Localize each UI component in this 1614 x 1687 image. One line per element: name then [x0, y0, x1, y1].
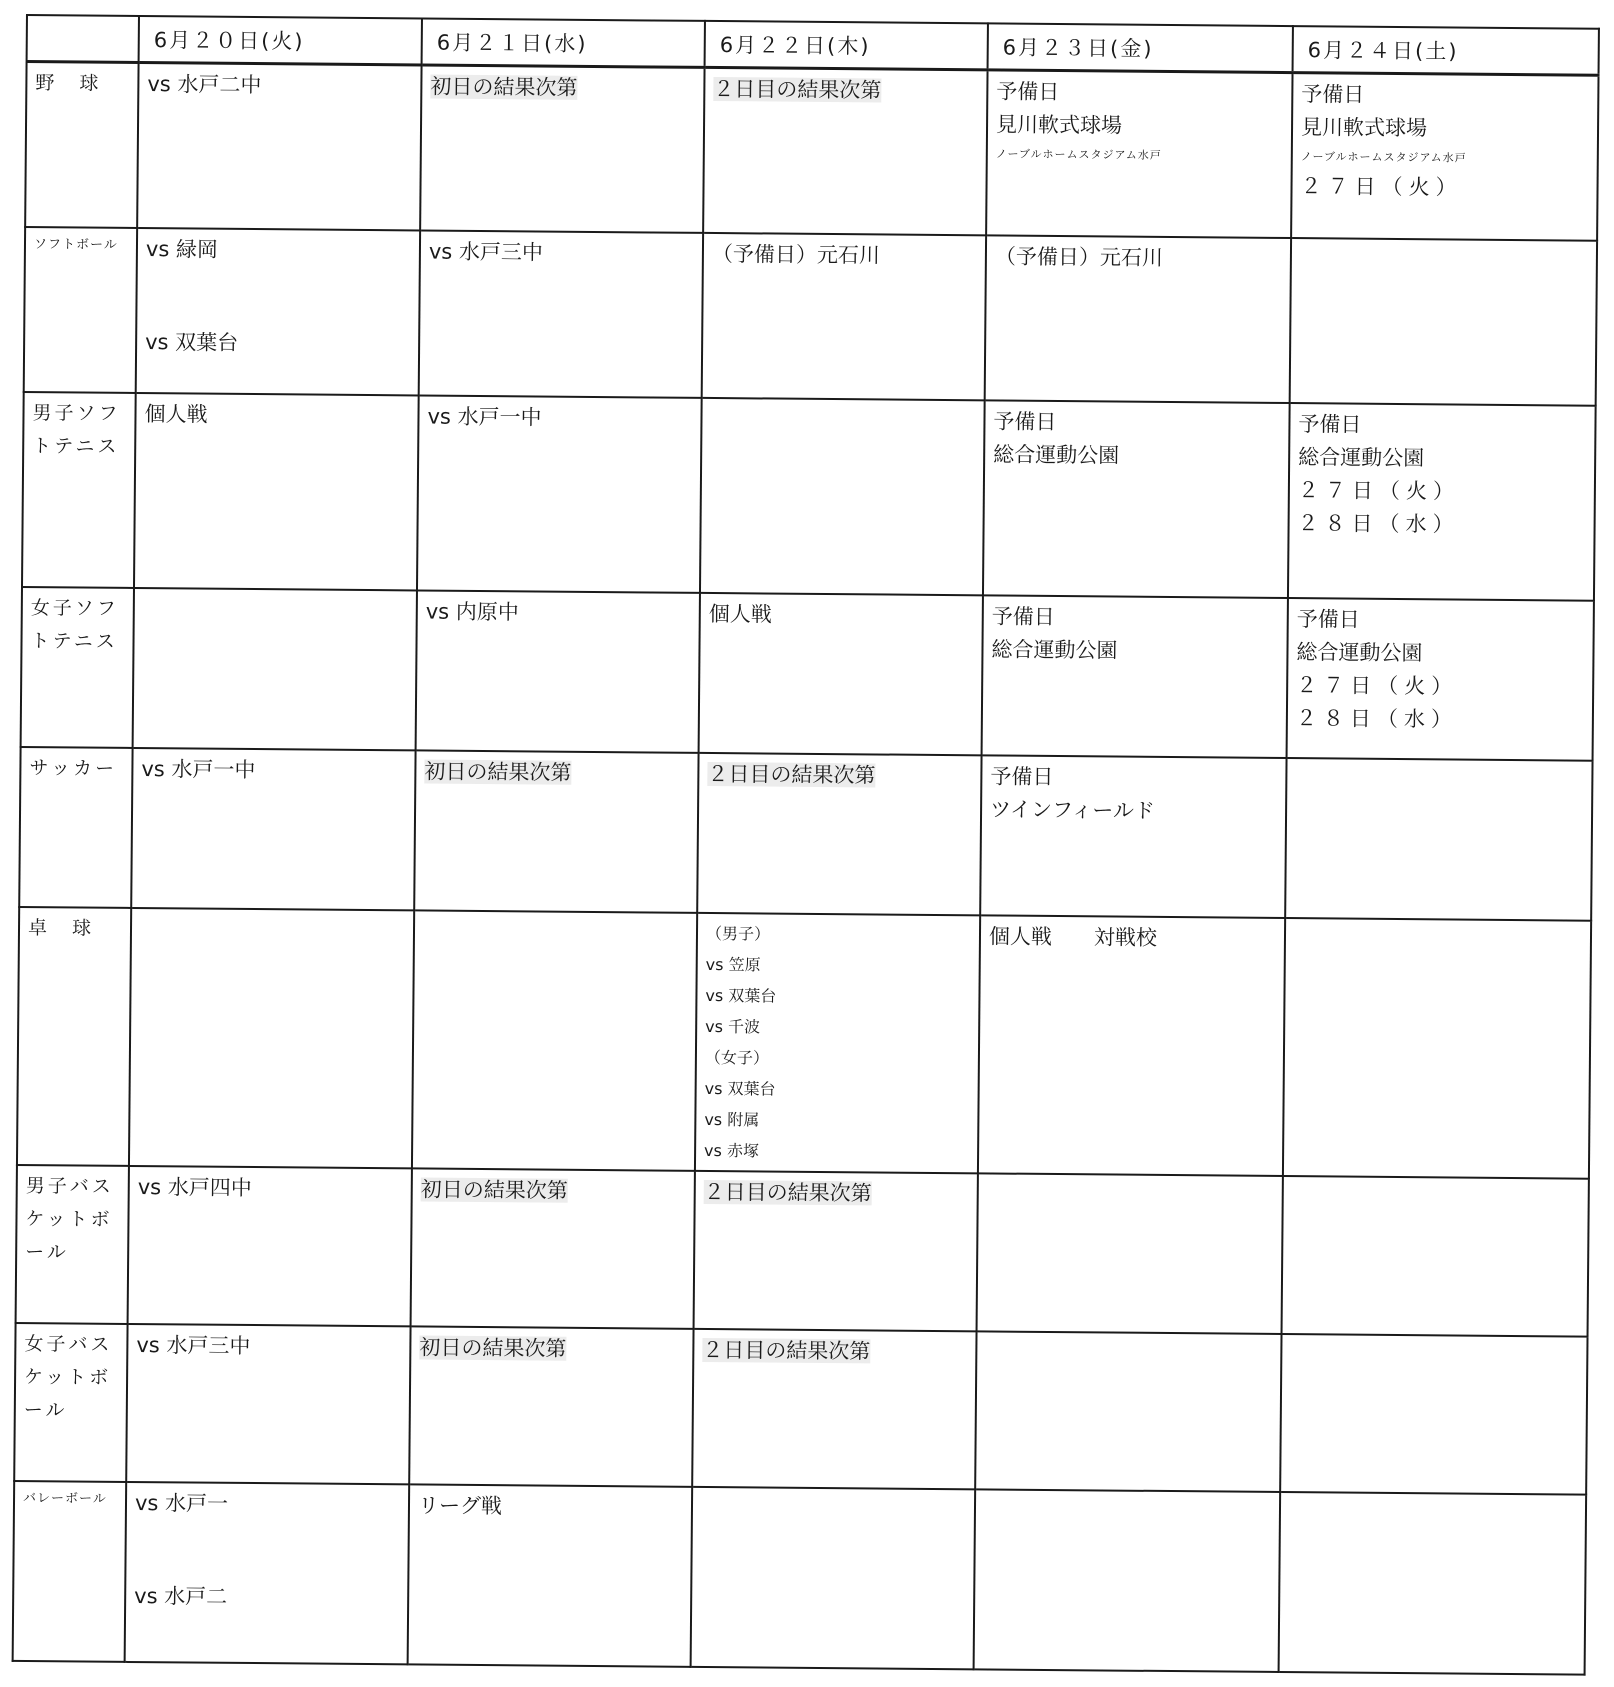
cell-line — [1297, 603, 1585, 639]
schedule-cell — [1279, 1492, 1587, 1675]
schedule-cell — [1283, 918, 1591, 1179]
cell-text: ２７日（火） — [1296, 672, 1459, 699]
spacer — [134, 1520, 400, 1582]
sport-name: 女子バスケットボール — [14, 1322, 127, 1481]
date-header: 6月２１日(水) — [422, 18, 705, 67]
cell-text: 個人戦 — [144, 401, 208, 427]
cell-text: vs 水戸三中 — [428, 239, 544, 265]
schedule-cell — [697, 752, 981, 914]
schedule-cell — [1280, 1334, 1587, 1495]
cell-text: vs 緑岡 — [145, 236, 219, 262]
cell-text: ２日目の結果次第 — [713, 77, 882, 103]
sport-name: 卓 球 — [17, 906, 131, 1165]
cell-line — [1296, 636, 1584, 672]
cell-text: ２７日（火） — [1300, 174, 1463, 200]
cell-text: ツインフィールド — [989, 796, 1156, 823]
sport-row — [25, 62, 1598, 241]
sport-row — [14, 1322, 1587, 1494]
cell-line — [1298, 408, 1586, 444]
schedule-cell — [414, 750, 698, 912]
cell-text: 総合運動公園 — [993, 441, 1120, 468]
schedule-cell — [125, 1481, 410, 1663]
cell-line — [135, 1487, 400, 1522]
cell-text: vs 水戸一中 — [141, 756, 256, 782]
cell-line — [138, 1171, 403, 1206]
schedule-cell — [982, 595, 1288, 758]
cell-text: vs 笠原 — [705, 954, 761, 974]
cell-text: ２８日（水） — [1295, 705, 1459, 732]
schedule-cell — [1291, 73, 1598, 241]
schedule-cell — [1290, 238, 1597, 406]
sport-row — [17, 906, 1591, 1178]
schedule-cell — [411, 1168, 695, 1328]
cell-line — [993, 405, 1280, 441]
cell-line — [705, 1072, 970, 1105]
schedule-cell — [703, 67, 987, 234]
cell-line — [429, 235, 694, 270]
cell-line — [991, 633, 1278, 669]
cell-text: vs 水戸三中 — [136, 1332, 251, 1358]
cell-line — [996, 75, 1283, 111]
schedule-cell — [700, 397, 985, 594]
cell-line — [136, 1329, 401, 1364]
cell-text: vs 内原中 — [425, 599, 519, 624]
cell-text: vs 水戸二 — [134, 1583, 228, 1609]
cell-line — [705, 1041, 970, 1074]
cell-text: vs 双葉台 — [145, 329, 239, 355]
schedule-cell — [977, 1173, 1283, 1334]
schedule-cell — [986, 70, 1292, 238]
sport-row — [13, 1480, 1587, 1674]
cell-line — [995, 240, 1282, 276]
sport-row — [16, 1164, 1589, 1336]
cell-line — [419, 1331, 684, 1366]
cell-line — [144, 398, 409, 433]
cell-line — [1301, 78, 1589, 114]
schedule-cell — [1282, 1176, 1589, 1337]
cell-text: 総合運動公園 — [1298, 444, 1425, 470]
sport-name: 男子ソフトテニス — [22, 391, 136, 587]
cell-line — [707, 757, 972, 792]
sport-name: バレーボール — [13, 1480, 127, 1661]
schedule-cell — [983, 400, 1290, 598]
cell-text: 初日の結果次第 — [424, 759, 572, 785]
cell-text: リーグ戦 — [417, 1492, 503, 1518]
cell-line — [418, 1489, 683, 1524]
cell-text: （予備日）元石川 — [711, 241, 881, 267]
schedule-cell — [1285, 758, 1592, 921]
cell-line — [996, 141, 1283, 170]
cell-line — [702, 1333, 967, 1368]
corner-cell — [27, 15, 139, 62]
cell-line — [1297, 507, 1585, 543]
cell-line — [705, 1010, 970, 1043]
sport-name: ソフトボール — [24, 227, 137, 393]
schedule-cell — [974, 1489, 1281, 1672]
cell-line — [993, 438, 1280, 474]
sport-name: サッカー — [19, 746, 132, 907]
cell-line — [421, 1173, 686, 1208]
tournament-schedule-table — [12, 14, 1600, 1675]
cell-text: ２８日（水） — [1297, 510, 1460, 537]
schedule-cell — [1287, 598, 1594, 761]
cell-line — [146, 233, 411, 268]
cell-text: 初日の結果次第 — [430, 74, 578, 100]
schedule-cell — [409, 1326, 693, 1486]
schedule-cell — [128, 1165, 412, 1325]
cell-line — [141, 753, 406, 788]
cell-line — [996, 108, 1283, 144]
cell-text: vs 水戸一 — [134, 1490, 229, 1516]
schedule-cell — [691, 1486, 976, 1668]
cell-text: 総合運動公園 — [991, 636, 1118, 663]
cell-line — [1296, 702, 1584, 738]
sport-name: 男子バスケットボール — [16, 1164, 129, 1323]
cell-text: vs 水戸一中 — [427, 404, 542, 430]
cell-text: vs 赤塚 — [704, 1140, 760, 1160]
cell-line — [1301, 144, 1589, 173]
cell-text: 見川軟式球場 — [995, 112, 1123, 138]
cell-text: vs 水戸四中 — [137, 1174, 252, 1200]
schedule-cell — [985, 235, 1291, 403]
schedule-sheet — [12, 14, 1598, 1653]
cell-line — [427, 400, 692, 435]
date-header: 6月２３日(金) — [988, 23, 1293, 72]
cell-line — [1296, 669, 1584, 705]
cell-line — [704, 1134, 969, 1167]
schedule-cell — [412, 910, 697, 1170]
cell-line — [709, 597, 974, 632]
cell-line — [713, 73, 978, 108]
date-header: 6月２０日(火) — [139, 16, 422, 65]
cell-text: ノーブルホームスタジアム水戸 — [1300, 150, 1467, 165]
cell-text: ノーブルホームスタジアム水戸 — [995, 147, 1162, 162]
schedule-cell — [694, 1170, 978, 1330]
cell-line — [990, 760, 1277, 796]
cell-text: 個人戦 — [708, 601, 772, 627]
cell-text: 予備日 — [1298, 411, 1362, 437]
cell-line — [134, 1580, 399, 1615]
cell-text: 見川軟式球場 — [1300, 115, 1428, 141]
cell-text: 予備日 — [996, 79, 1060, 105]
sport-name: 野 球 — [25, 62, 138, 228]
cell-line — [705, 979, 970, 1012]
cell-line — [989, 920, 1276, 956]
schedule-cell — [695, 912, 980, 1172]
cell-text: 予備日 — [990, 763, 1054, 789]
cell-text: （女子） — [704, 1047, 770, 1068]
schedule-cell — [408, 1484, 693, 1666]
sport-name: 女子ソフトテニス — [21, 586, 134, 747]
cell-text: vs 水戸二中 — [147, 72, 262, 98]
schedule-cell — [980, 755, 1286, 918]
spacer — [145, 266, 411, 328]
schedule-cell — [416, 590, 700, 752]
sport-row — [19, 746, 1592, 920]
schedule-cell — [1288, 403, 1596, 601]
cell-line — [1301, 111, 1589, 147]
schedule-cell — [975, 1331, 1281, 1492]
cell-text: （男子） — [705, 923, 771, 944]
date-header: 6月２４日(土) — [1293, 26, 1599, 75]
cell-text: 予備日 — [1296, 606, 1360, 632]
cell-line — [706, 948, 971, 981]
cell-text: 初日の結果次第 — [419, 1334, 567, 1361]
cell-text: vs 双葉台 — [704, 1078, 776, 1099]
schedule-cell — [692, 1328, 976, 1488]
schedule-cell — [420, 65, 704, 232]
cell-line — [990, 793, 1277, 829]
schedule-cell — [419, 230, 703, 397]
schedule-cell — [699, 592, 983, 754]
sport-row — [21, 586, 1594, 760]
cell-text: 初日の結果次第 — [420, 1176, 568, 1203]
cell-line — [424, 755, 689, 790]
cell-line — [1298, 441, 1586, 477]
cell-line — [430, 71, 695, 106]
cell-line — [992, 600, 1279, 636]
date-header: 6月２２日(木) — [705, 21, 988, 70]
schedule-cell — [702, 232, 986, 399]
cell-text: 予備日 — [993, 408, 1057, 434]
schedule-cell — [126, 1323, 410, 1483]
cell-line — [145, 326, 410, 361]
schedule-cell — [137, 62, 421, 229]
cell-text: 予備日 — [1301, 82, 1365, 107]
schedule-cell — [978, 915, 1285, 1176]
cell-line — [1300, 170, 1588, 206]
cell-text: ２７日（火） — [1297, 477, 1460, 504]
cell-line — [706, 917, 971, 950]
schedule-cell — [136, 227, 420, 394]
cell-text: ２日目の結果次第 — [703, 1179, 872, 1205]
cell-text: ２日目の結果次第 — [702, 1337, 871, 1363]
sport-row — [22, 391, 1596, 600]
cell-line — [704, 1103, 969, 1136]
schedule-cell — [133, 587, 417, 749]
schedule-cell — [134, 392, 419, 589]
cell-text: vs 双葉台 — [705, 985, 777, 1006]
cell-line — [712, 237, 977, 272]
cell-line — [1298, 474, 1586, 510]
cell-text: vs 附属 — [704, 1109, 760, 1129]
cell-text: 予備日 — [991, 603, 1055, 629]
cell-text: vs 千波 — [705, 1016, 761, 1036]
cell-line — [426, 595, 691, 630]
cell-text: ２日目の結果次第 — [707, 761, 876, 787]
cell-text: 総合運動公園 — [1296, 639, 1423, 665]
cell-line — [704, 1175, 969, 1210]
cell-line — [147, 68, 412, 103]
schedule-cell — [131, 747, 415, 909]
sport-row — [24, 227, 1597, 406]
cell-text: （予備日）元石川 — [994, 243, 1164, 270]
schedule-cell — [129, 907, 414, 1167]
cell-text: 個人戦 対戦校 — [988, 923, 1158, 950]
schedule-cell — [417, 395, 702, 592]
